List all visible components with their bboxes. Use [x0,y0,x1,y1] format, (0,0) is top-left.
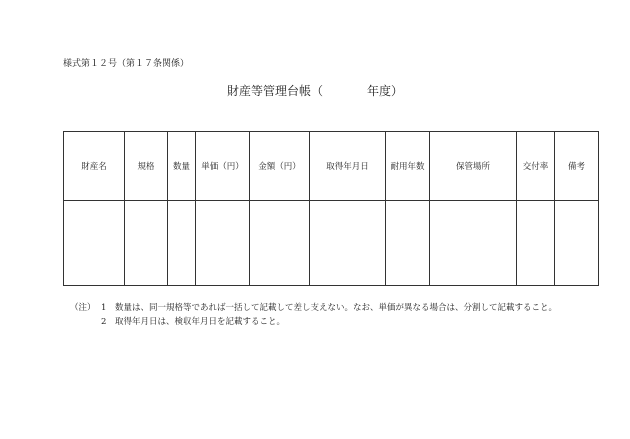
table-cell [64,201,125,286]
notes-section [70,301,560,329]
table-cell [430,201,517,286]
note-item [70,315,560,329]
header-useful-life: 耐用年数 [386,132,430,201]
table-cell [310,201,386,286]
table-cell [555,201,599,286]
title-main: 財産等管理台帳（ [226,84,323,98]
header-acquisition-date: 取得年月日 [310,132,386,201]
note-number: 2 [101,317,107,327]
header-storage-location: 保管場所 [430,132,517,201]
asset-ledger-table [63,131,599,286]
notes-prefix: （注） [70,303,96,313]
table-cell [250,201,310,286]
note-indent [70,315,101,329]
header-remarks: 備考 [555,132,599,201]
note-item [70,301,560,315]
header-row [64,132,599,201]
header-quantity: 数量 [168,132,196,201]
table-cell [386,201,430,286]
header-unit-price: 単価（円） [196,132,250,201]
form-number: 様式第１２号（第１７条関係） [63,59,190,69]
table-row [64,201,599,286]
title-suffix: 年度） [367,84,404,98]
table-cell [517,201,555,286]
table-cell [125,201,168,286]
note-text: 取得年月日は、検収年月日を記載すること。 [115,317,286,327]
page-title [0,82,630,99]
header-amount: 金額（円） [250,132,310,201]
header-asset-name: 財産名 [64,132,125,201]
header-specification: 規格 [125,132,168,201]
note-text: 数量は、同一規格等であれば一括して記載して差し支えない。なお、単価が異なる場合は、分割して記載すること。 [115,303,558,313]
table-cell [168,201,196,286]
note-number: 1 [101,303,107,313]
header-grant-rate: 交付率 [517,132,555,201]
table-cell [196,201,250,286]
